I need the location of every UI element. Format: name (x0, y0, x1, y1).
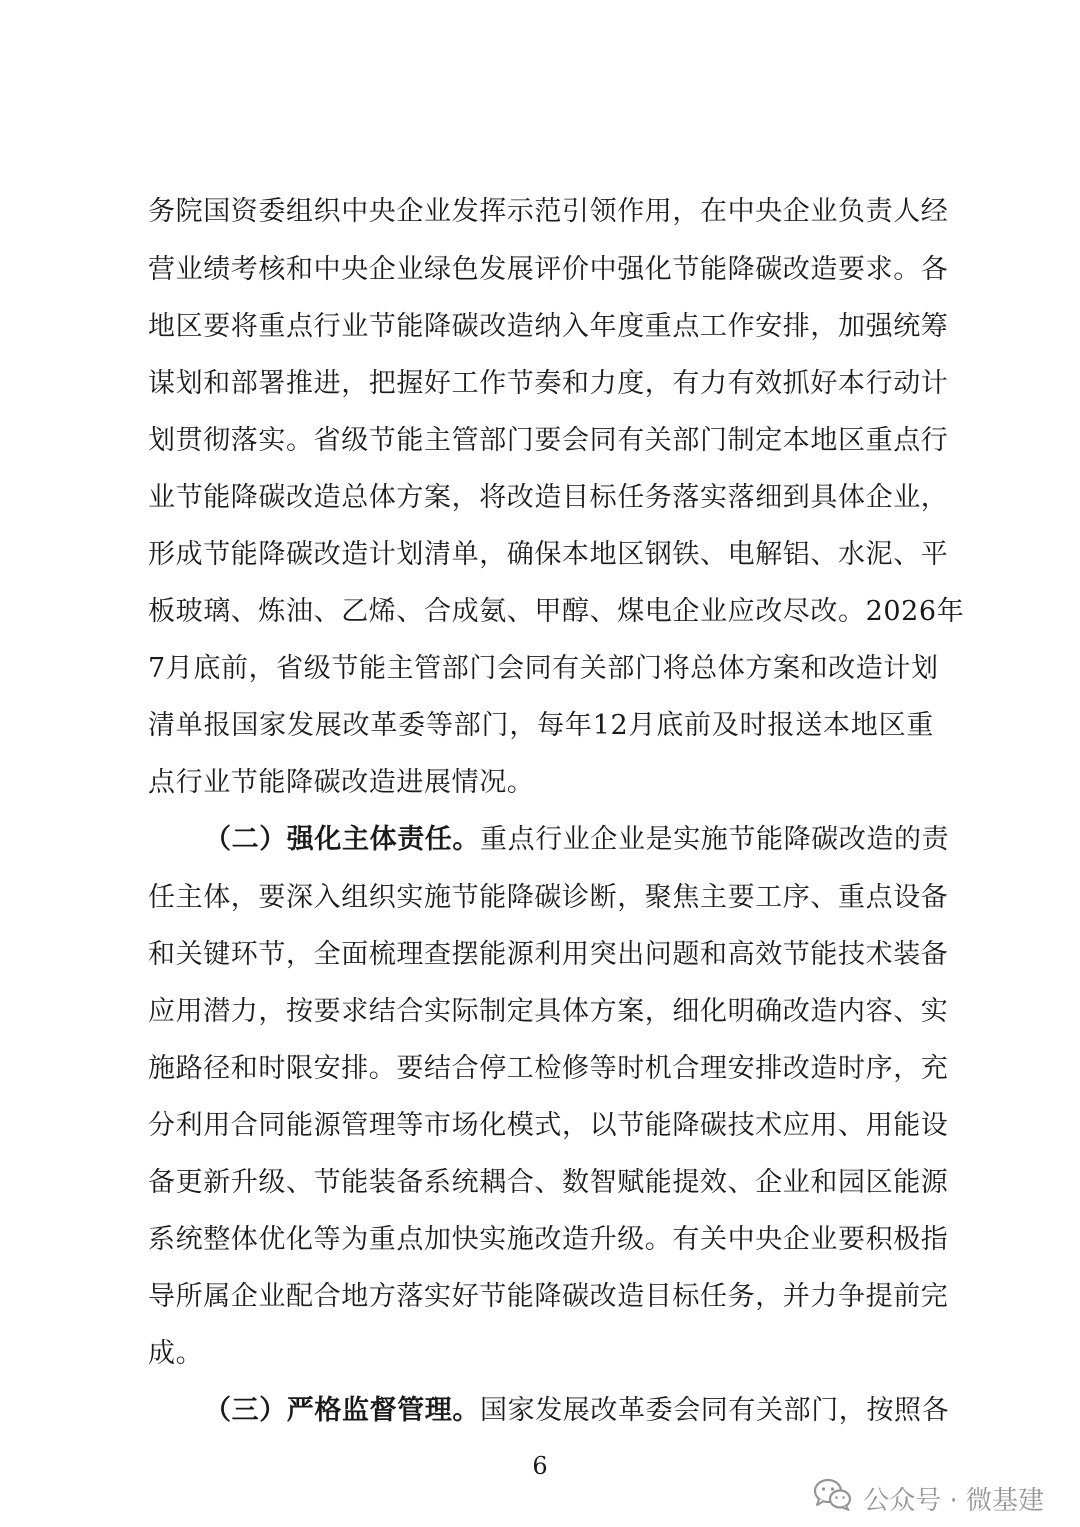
body-line: 和关键环节，全面梳理查摆能源利用突出问题和高效节能技术装备 (148, 939, 949, 970)
body-line: 应用潜力，按要求结合实际制定具体方案，细化明确改造内容、实 (148, 996, 949, 1027)
watermark (813, 1478, 1044, 1518)
body-line: 成。 (148, 1338, 204, 1369)
body-line: 地区要将重点行业节能降碳改造纳入年度重点工作安排，加强统筹 (148, 311, 949, 342)
body-line: 营业绩考核和中央企业绿色发展评价中强化节能降碳改造要求。各 (148, 254, 949, 285)
body-line: 板玻璃、炼油、乙烯、合成氨、甲醇、煤电企业应改尽改。2026年 (148, 596, 965, 627)
body-line: 7月底前，省级节能主管部门会同有关部门将总体方案和改造计划 (148, 653, 939, 684)
section-3-first-line (204, 1391, 950, 1431)
body-line: 点行业节能降碳改造进展情况。 (148, 767, 535, 798)
body-line: 清单报国家发展改革委等部门，每年12月底前及时报送本地区重 (148, 710, 934, 741)
body-line: 分利用合同能源管理等市场化模式，以节能降碳技术应用、用能设 (148, 1110, 949, 1141)
section-2-text: 重点行业企业是实施节能降碳改造的责 (480, 824, 950, 855)
wechat-icon (813, 1478, 853, 1519)
body-line: 备更新升级、节能装备系统耦合、数智赋能提效、企业和园区能源 (148, 1167, 949, 1198)
body-line: 施路径和时限安排。要结合停工检修等时机合理安排改造时序，充 (148, 1053, 949, 1084)
section-3-heading: （三）严格监督管理。 (204, 1395, 480, 1426)
body-line: 系统整体优化等为重点加快实施改造升级。有关中央企业要积极指 (148, 1224, 949, 1255)
body-line: 形成节能降碳改造计划清单，确保本地区钢铁、电解铝、水泥、平 (148, 539, 949, 570)
section-2-heading: （二）强化主体责任。 (204, 824, 480, 855)
body-line: 导所属企业配合地方落实好节能降碳改造目标任务，并力争提前完 (148, 1281, 949, 1312)
body-line: 谋划和部署推进，把握好工作节奏和力度，有力有效抓好本行动计 (148, 368, 949, 399)
body-line: 任主体，要深入组织实施节能降碳诊断，聚焦主要工序、重点设备 (148, 882, 949, 913)
page-number: 6 (532, 1452, 548, 1480)
section-3-text: 国家发展改革委会同有关部门，按照各 (480, 1395, 950, 1426)
watermark-text: 公众号 · 微基建 (863, 1485, 1044, 1516)
body-line: 划贯彻落实。省级节能主管部门要会同有关部门制定本地区重点行 (148, 425, 949, 456)
body-line: 业节能降碳改造总体方案，将改造目标任务落实落细到具体企业， (148, 482, 949, 513)
body-line: 务院国资委组织中央企业发挥示范引领作用，在中央企业负责人经 (148, 196, 949, 227)
section-2-first-line (204, 820, 950, 860)
